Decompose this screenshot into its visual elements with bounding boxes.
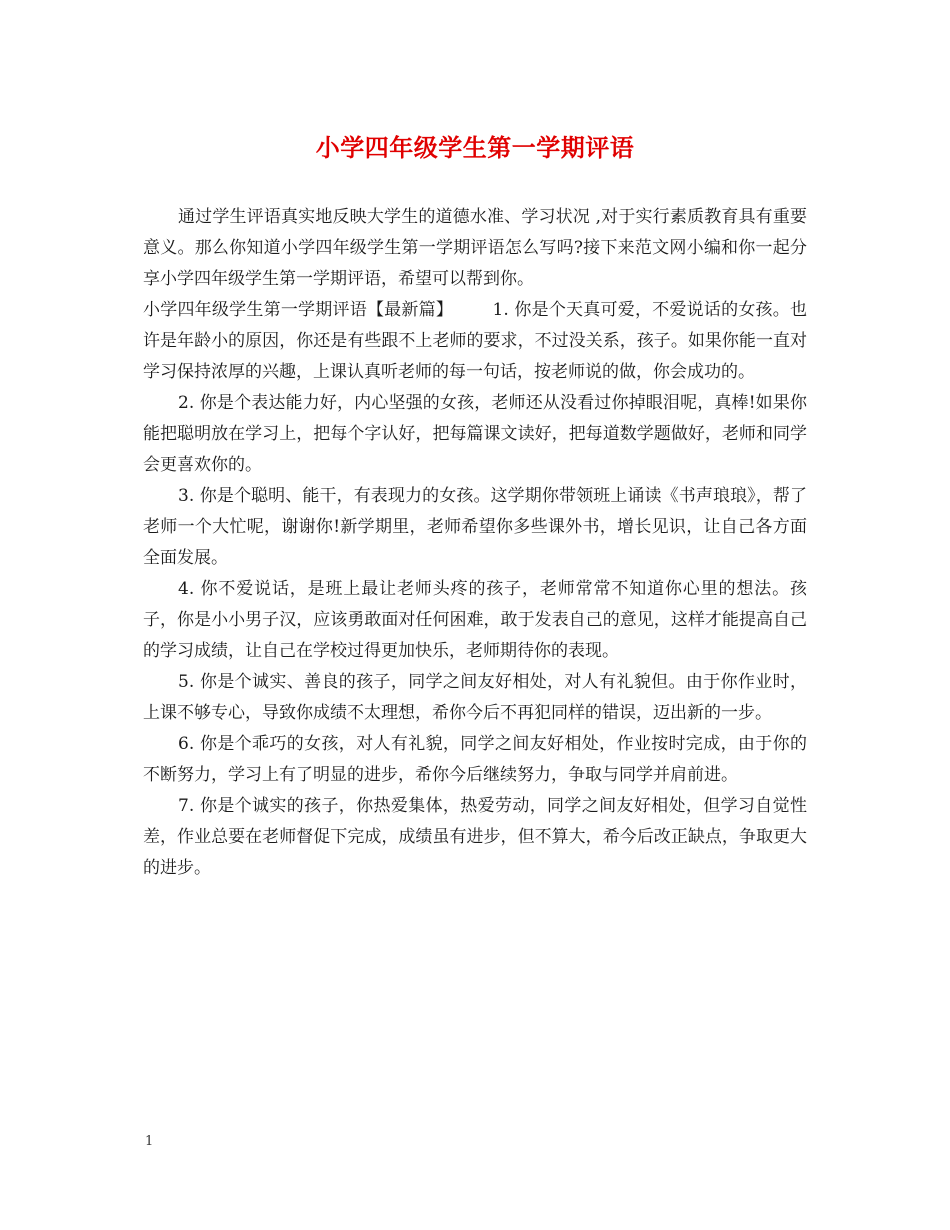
comment-paragraph-6: 6. 你是个乖巧的女孩，对人有礼貌，同学之间友好相处，作业按时完成，由于你的不断努力，学习上有了明显的进步，希你今后继续努力，争取与同学并肩前进。 [143, 734, 807, 785]
comment-paragraph-7: 7. 你是个诚实的孩子，你热爱集体，热爱劳动，同学之间友好相处，但学习自觉性差，作业总要在老师督促下完成，成绩虽有进步，但不算大，希今后改正缺点，争取更大的进步。 [143, 796, 807, 878]
comment-paragraph-5: 5. 你是个诚实、善良的孩子，同学之间友好相处，对人有礼貌但。由于你作业时，上课不够专心，导致你成绩不太理想，希你今后不再犯同样的错误，迈出新的一步。 [143, 672, 807, 723]
section-paragraph [143, 295, 807, 388]
document-title: 小学四年级学生第一学期评语 [315, 133, 635, 162]
document-body [143, 202, 807, 884]
comment-paragraph-4: 4. 你不爱说话，是班上最让老师头疼的孩子，老师常常不知道你心里的想法。孩子，你是小小男子汉，应该勇敢面对任何困难，敢于发表自己的意见，这样才能提高自己的学习成绩，让自己在学校过得更加快乐，老师期待你的表现。 [143, 579, 807, 661]
comment-paragraph-1: 1. 你是个天真可爱，不爱说话的女孩。也许是年龄小的原因，你还是有些跟不上老师的要求，不过没关系，孩子。如果你能一直对学习保持浓厚的兴趣，上课认真听老师的每一句话，按老师说的做，你会成功的。 [143, 300, 808, 382]
section-heading: 小学四年级学生第一学期评语【最新篇】 [143, 300, 454, 320]
intro-paragraph: 通过学生评语真实地反映大学生的道德水准、学习状况 ,对于实行素质教育具有重要意义。那么你知道小学四年级学生第一学期评语怎么写吗?接下来范文网小编和你一起分享小学四年级学生第一学期评语，希望可以帮到你。 [143, 207, 807, 289]
comment-paragraph-2: 2. 你是个表达能力好，内心坚强的女孩，老师还从没看过你掉眼泪呢，真棒!如果你能把聪明放在学习上，把每个字认好，把每篇课文读好，把每道数学题做好，老师和同学会更喜欢你的。 [143, 393, 807, 475]
comment-paragraph-3: 3. 你是个聪明、能干，有表现力的女孩。这学期你带领班上诵读《书声琅琅》，帮了老师一个大忙呢，谢谢你!新学期里，老师希望你多些课外书，增长见识，让自己各方面全面发展。 [143, 486, 807, 568]
page-number: 1 [145, 1134, 154, 1149]
